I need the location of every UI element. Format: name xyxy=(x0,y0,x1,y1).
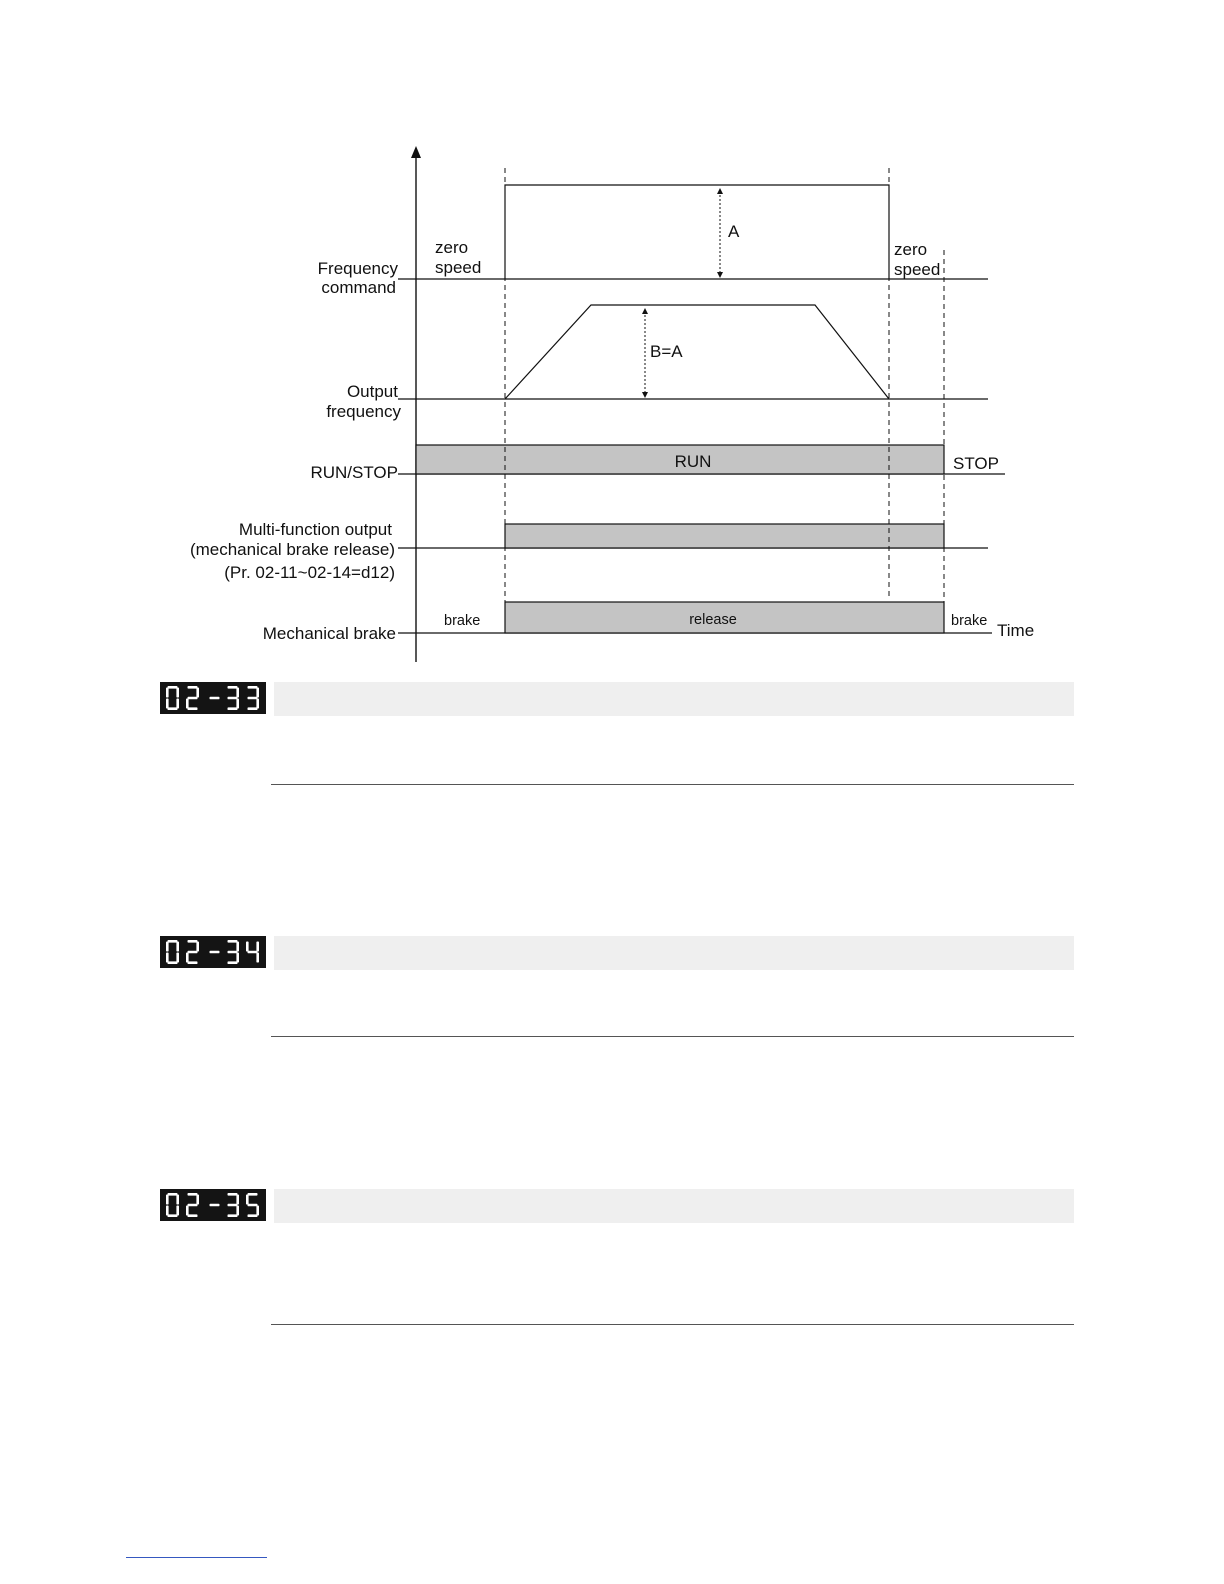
segment-2-b xyxy=(196,1195,199,1205)
annotation-run: RUN xyxy=(674,452,712,471)
seven-segment-display xyxy=(160,936,266,968)
segment-0-d xyxy=(168,707,178,710)
annotation-brake-left: brake xyxy=(444,613,481,629)
segment-3-a xyxy=(228,686,238,689)
segment-0-a xyxy=(168,1193,178,1196)
annotation-time: Time xyxy=(997,621,1035,640)
segment-2-g xyxy=(188,951,198,954)
segment-0-e xyxy=(166,953,169,963)
annotation-a: A xyxy=(728,222,740,241)
segment-4-b xyxy=(256,942,259,952)
segment-0-e xyxy=(166,1206,169,1216)
parameter-title-bar xyxy=(274,936,1074,970)
footer-link-underline xyxy=(126,1557,267,1558)
segment-2-e xyxy=(186,953,189,963)
segment-0-f xyxy=(166,1195,169,1205)
segment-0-d xyxy=(168,961,178,964)
segment-5-a xyxy=(248,1193,258,1196)
output-frequency-trapezoid xyxy=(505,305,889,399)
segment-4-g xyxy=(248,951,258,954)
segment-0-f xyxy=(166,688,169,698)
segment-0-c xyxy=(176,699,179,709)
segment-0-f xyxy=(166,942,169,952)
brake-release-output-bar xyxy=(505,524,944,548)
section-divider xyxy=(271,784,1074,785)
segment-3-g xyxy=(228,697,238,700)
parameter-code-display xyxy=(160,1189,266,1221)
segment-3-b xyxy=(236,1195,239,1205)
segment-3-b xyxy=(236,942,239,952)
segment-0-d xyxy=(168,1214,178,1217)
segment-3-c xyxy=(236,953,239,963)
segment-3-g xyxy=(228,1204,238,1207)
parameter-code-display xyxy=(160,682,266,714)
segment-2-d xyxy=(188,707,198,710)
label-mechanical-brake: Mechanical brake xyxy=(262,624,396,643)
segment-2-a xyxy=(188,1193,198,1196)
segment-2-g xyxy=(188,1204,198,1207)
segment-2-b xyxy=(196,688,199,698)
label-multi-function-line3: (Pr. 02-11~02-14=d12) xyxy=(224,563,395,582)
segment-0-c xyxy=(176,953,179,963)
segment-2-g xyxy=(188,697,198,700)
label-multi-function-line1: Multi-function output xyxy=(238,520,392,539)
axis-arrow-up xyxy=(411,146,421,158)
segment-2-d xyxy=(188,1214,198,1217)
label-frequency-command-line2: command xyxy=(321,278,396,297)
segment-2-a xyxy=(188,686,198,689)
annotation-stop: STOP xyxy=(953,454,999,473)
label-frequency-command-line1: Frequency xyxy=(317,259,398,278)
segment-2-a xyxy=(188,940,198,943)
segment-2-e xyxy=(186,699,189,709)
segment-3-d xyxy=(228,961,238,964)
segment-4-f xyxy=(246,942,249,952)
segment-3-a xyxy=(228,1193,238,1196)
annotation-zero-speed-right-line1: zero xyxy=(894,240,928,259)
segment-5-g xyxy=(248,1204,258,1207)
timing-diagram xyxy=(0,0,1224,680)
segment-2-e xyxy=(186,1206,189,1216)
segment-0-b xyxy=(176,688,179,698)
parameter-title-bar xyxy=(274,682,1074,716)
annotation-brake-right: brake xyxy=(951,613,988,629)
section-divider xyxy=(271,1324,1074,1325)
parameter-header-02-33 xyxy=(160,682,1074,716)
segment-3-g xyxy=(248,697,258,700)
label-output-frequency-line2: frequency xyxy=(326,402,401,421)
segment-3-d xyxy=(228,1214,238,1217)
annotation-release: release xyxy=(689,612,737,628)
segment-3-d xyxy=(248,707,258,710)
label-output-frequency-line1: Output xyxy=(346,382,398,401)
segment-3-c xyxy=(236,699,239,709)
segment-0-b xyxy=(176,1195,179,1205)
segment-3-g xyxy=(228,951,238,954)
frequency-command-pulse xyxy=(505,185,889,279)
parameter-header-02-34 xyxy=(160,936,1074,970)
segment---g xyxy=(210,697,220,700)
seven-segment-display xyxy=(160,682,266,714)
segment-0-a xyxy=(168,686,178,689)
segment-3-d xyxy=(228,707,238,710)
parameter-header-02-35 xyxy=(160,1189,1074,1223)
segment-3-c xyxy=(256,699,259,709)
label-multi-function-line2: (mechanical brake release) xyxy=(189,540,395,559)
annotation-zero-speed-left-line1: zero xyxy=(435,238,469,257)
seven-segment-display xyxy=(160,1189,266,1221)
segment-0-c xyxy=(176,1206,179,1216)
segment-4-c xyxy=(256,953,259,963)
segment-3-b xyxy=(256,688,259,698)
segment---g xyxy=(210,1204,220,1207)
segment-5-c xyxy=(256,1206,259,1216)
section-divider xyxy=(271,1036,1074,1037)
parameter-code-display xyxy=(160,936,266,968)
segment---g xyxy=(210,951,220,954)
segment-2-b xyxy=(196,942,199,952)
annotation-b-equals-a: B=A xyxy=(650,342,683,361)
segment-3-a xyxy=(228,940,238,943)
label-run-stop: RUN/STOP xyxy=(310,463,398,482)
segment-3-c xyxy=(236,1206,239,1216)
segment-3-b xyxy=(236,688,239,698)
annotation-zero-speed-right-line2: speed xyxy=(894,260,941,279)
annotation-zero-speed-left-line2: speed xyxy=(435,258,482,277)
segment-0-b xyxy=(176,942,179,952)
segment-5-f xyxy=(246,1195,249,1205)
segment-3-a xyxy=(248,686,258,689)
segment-2-d xyxy=(188,961,198,964)
segment-0-a xyxy=(168,940,178,943)
segment-0-e xyxy=(166,699,169,709)
segment-5-d xyxy=(248,1214,258,1217)
parameter-title-bar xyxy=(274,1189,1074,1223)
